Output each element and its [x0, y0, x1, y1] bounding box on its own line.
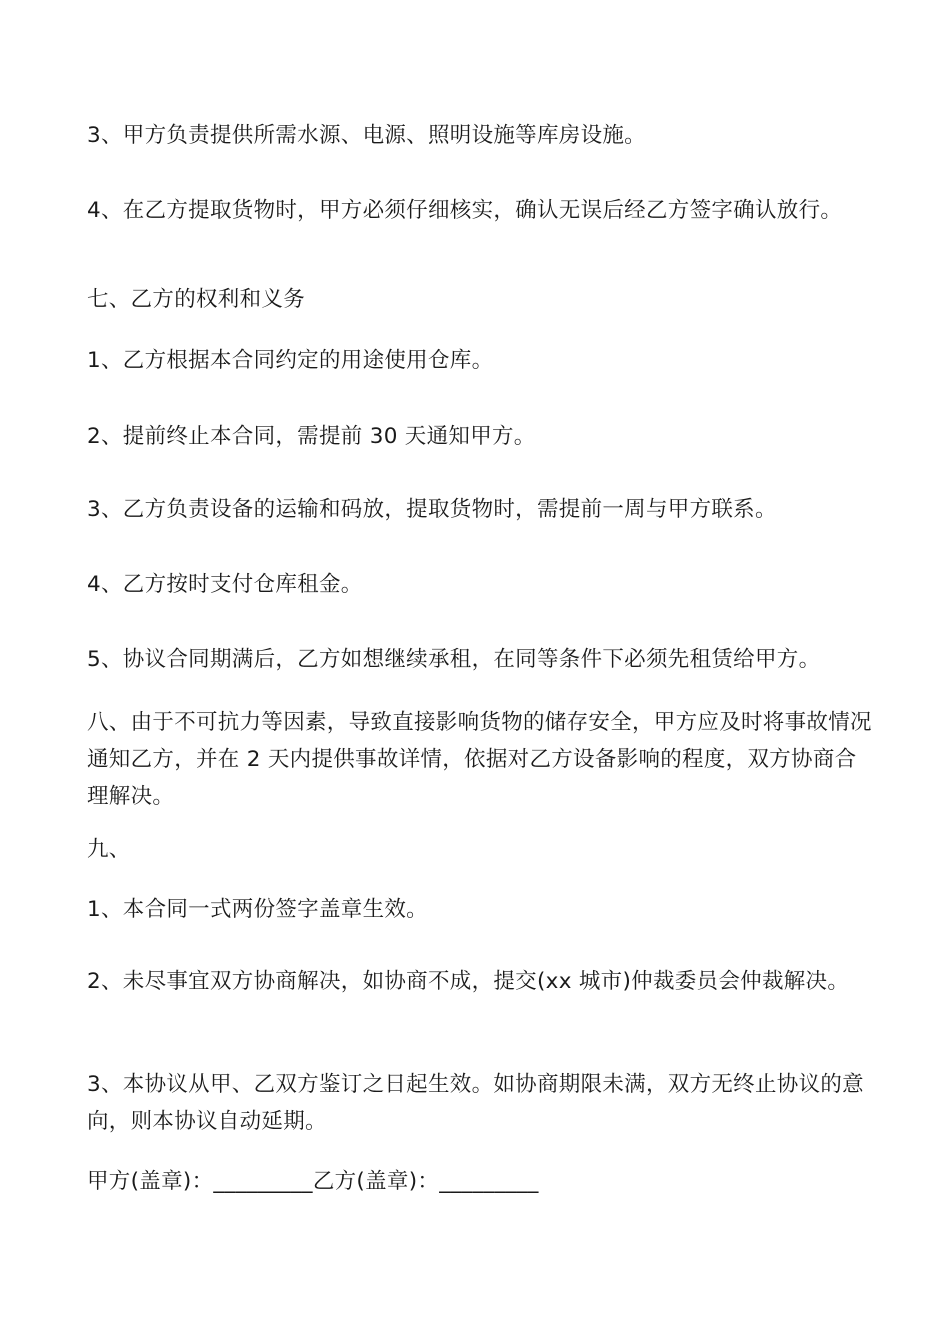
signature-line: 甲方(盖章)：_________乙方(盖章)：_________	[87, 1169, 539, 1194]
section-7-heading: 七、乙方的权利和义务	[87, 287, 306, 312]
clause-7-5: 5、协议合同期满后，乙方如想继续承租，在同等条件下必须先租赁给甲方。	[87, 647, 821, 672]
section-9-heading: 九、	[87, 837, 131, 862]
clause-6-4: 4、在乙方提取货物时，甲方必须仔细核实，确认无误后经乙方签字确认放行。	[87, 198, 843, 223]
clause-9-1: 1、本合同一式两份签字盖章生效。	[87, 897, 428, 922]
clause-7-2: 2、提前终止本合同，需提前 30 天通知甲方。	[87, 424, 536, 449]
clause-6-3: 3、甲方负责提供所需水源、电源、照明设施等库房设施。	[87, 123, 646, 148]
clause-9-2: 2、未尽事宜双方协商解决，如协商不成，提交(xx 城市)仲裁委员会仲裁解决。	[87, 969, 850, 994]
clause-9-3: 3、本协议从甲、乙双方鉴订之日起生效。如协商期限未满，双方无终止协议的意向，则本协议自动延期。	[87, 1072, 864, 1134]
clause-7-3: 3、乙方负责设备的运输和码放，提取货物时，需提前一周与甲方联系。	[87, 497, 777, 522]
section-8-paragraph: 八、由于不可抗力等因素，导致直接影响货物的储存安全，甲方应及时将事故情况通知乙方，并在 2 天内提供事故详情，依据对乙方设备影响的程度，双方协商合理解决。	[87, 710, 872, 809]
clause-7-4: 4、乙方按时支付仓库租金。	[87, 572, 363, 597]
clause-7-1: 1、乙方根据本合同约定的用途使用仓库。	[87, 348, 494, 373]
